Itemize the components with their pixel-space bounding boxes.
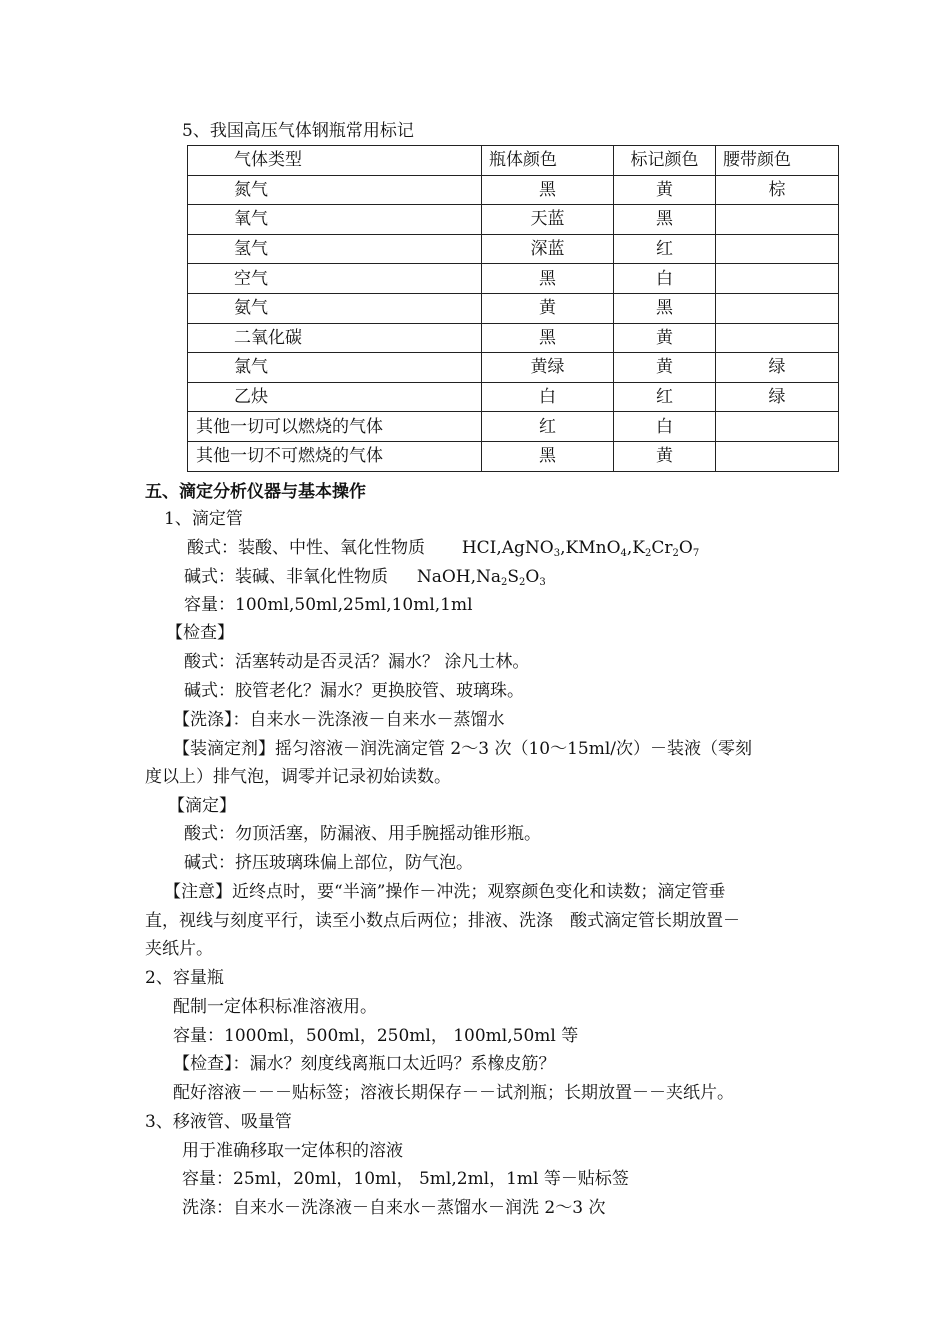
mark-color: 黑: [614, 205, 716, 235]
body-color: 黄: [482, 293, 614, 323]
mark-color: 黄: [614, 353, 716, 383]
body-color: 白: [482, 382, 614, 412]
mark-color: 红: [614, 234, 716, 264]
body-color: 黑: [482, 441, 614, 471]
flask-heading: 2、容量瓶: [145, 968, 224, 988]
belt-color: 绿: [716, 353, 839, 383]
belt-color: [716, 205, 839, 235]
gas-name: 氨气: [188, 293, 482, 323]
gas-name: 其他一切不可燃烧的气体: [188, 441, 482, 471]
gas-name: 空气: [188, 264, 482, 294]
gas-cylinder-table: [187, 145, 839, 472]
section5-heading: 5、我国高压气体钢瓶常用标记: [182, 121, 414, 141]
table-row: [188, 441, 839, 471]
gas-name: 其他一切可以燃烧的气体: [188, 412, 482, 442]
titrate-acid: 酸式：勿顶活塞，防漏液、用手腕摇动锥形瓶。: [184, 824, 541, 844]
table-row: [188, 234, 839, 264]
titrate-base: 碱式：挤压玻璃珠偏上部位，防气泡。: [184, 853, 473, 873]
mark-color: 黑: [614, 293, 716, 323]
pipette-heading: 3、移液管、吸量管: [145, 1112, 292, 1132]
body-color: 黑: [482, 264, 614, 294]
header-belt-color: 腰带颜色: [716, 146, 839, 176]
table-row: [188, 175, 839, 205]
check-acid: 酸式：活塞转动是否灵活？漏水？ 涂凡士林。: [184, 652, 530, 672]
wash-steps: 【洗涤】：自来水－洗涤液－自来水－蒸馏水: [173, 710, 505, 730]
belt-color: 绿: [716, 382, 839, 412]
note-line-1: 【注意】近终点时，要“半滴”操作－冲洗；观察颜色变化和读数；滴定管垂: [164, 882, 726, 902]
check-base: 碱式：胶管老化？漏水？更换胶管、玻璃珠。: [184, 681, 524, 701]
burette-heading: 1、滴定管: [164, 509, 243, 529]
titrate-heading: 【滴定】: [168, 796, 236, 816]
burette-acid-label: 酸式：装酸、中性、氧化性物质: [187, 538, 425, 558]
body-color: 天蓝: [482, 205, 614, 235]
belt-color: [716, 264, 839, 294]
gas-name: 氧气: [188, 205, 482, 235]
flask-check: 【检查】：漏水？刻度线离瓶口太近吗？系橡皮筋？: [173, 1054, 556, 1074]
table-row: [188, 323, 839, 353]
belt-color: [716, 412, 839, 442]
burette-acid-formula: $HCI,AgNO_3,KMnO_4,K_2Cr_2O_7$: [461, 538, 700, 559]
burette-base-formula: $NaOH,Na_2S_2O_3$: [416, 567, 546, 588]
body-color: 红: [482, 412, 614, 442]
burette-base-label: 碱式：装碱、非氧化性物质: [184, 567, 388, 587]
header-body-color: 瓶体颜色: [482, 146, 614, 176]
header-mark-color: 标记颜色: [614, 146, 716, 176]
gas-name: 氮气: [188, 175, 482, 205]
mark-color: 黄: [614, 441, 716, 471]
body-color: 深蓝: [482, 234, 614, 264]
pipette-wash: 洗涤：自来水－洗涤液－自来水－蒸馏水－润洗 2～3 次: [182, 1198, 606, 1218]
flask-purpose: 配制一定体积标准溶液用。: [173, 997, 377, 1017]
table-row: [188, 264, 839, 294]
flask-storage: 配好溶液－－－贴标签；溶液长期保存－－试剂瓶；长期放置－－夹纸片。: [173, 1083, 734, 1103]
body-color: 黑: [482, 175, 614, 205]
section-title: 五、滴定分析仪器与基本操作: [145, 482, 366, 502]
pipette-purpose: 用于准确移取一定体积的溶液: [182, 1141, 403, 1161]
gas-name: 二氧化碳: [188, 323, 482, 353]
mark-color: 黄: [614, 175, 716, 205]
gas-name: 氢气: [188, 234, 482, 264]
header-gas-type: 气体类型: [188, 146, 482, 176]
table-row: [188, 353, 839, 383]
check-heading: 【检查】: [166, 623, 234, 643]
body-color: 黑: [482, 323, 614, 353]
belt-color: [716, 293, 839, 323]
fill-line-2: 度以上）排气泡，调零并记录初始读数。: [145, 767, 451, 787]
belt-color: [716, 234, 839, 264]
flask-capacity: 容量：1000ml，500ml，250ml， 100ml,50ml 等: [173, 1026, 579, 1046]
fill-line-1: 【装滴定剂】摇匀溶液－润洗滴定管 2～3 次（10～15ml/次）－装液（零刻: [173, 739, 752, 759]
burette-capacity: 容量：100ml,50ml,25ml,10ml,1ml: [184, 595, 473, 615]
table-row: [188, 205, 839, 235]
mark-color: 黄: [614, 323, 716, 353]
note-line-2: 直，视线与刻度平行，读至小数点后两位；排液、洗涤 酸式滴定管长期放置－: [145, 911, 740, 931]
belt-color: 棕: [716, 175, 839, 205]
burette-base-line: [184, 566, 546, 588]
table-row: [188, 412, 839, 442]
gas-name: 乙炔: [188, 382, 482, 412]
pipette-capacity: 容量：25ml，20ml，10ml， 5ml,2ml，1ml 等－贴标签: [182, 1169, 629, 1189]
table-row: [188, 293, 839, 323]
mark-color: 红: [614, 382, 716, 412]
table-header-row: [188, 146, 839, 176]
belt-color: [716, 323, 839, 353]
body-color: 黄绿: [482, 353, 614, 383]
gas-name: 氯气: [188, 353, 482, 383]
mark-color: 白: [614, 412, 716, 442]
belt-color: [716, 441, 839, 471]
note-line-3: 夹纸片。: [145, 939, 213, 959]
table-row: [188, 382, 839, 412]
mark-color: 白: [614, 264, 716, 294]
burette-acid-line: [187, 537, 699, 559]
